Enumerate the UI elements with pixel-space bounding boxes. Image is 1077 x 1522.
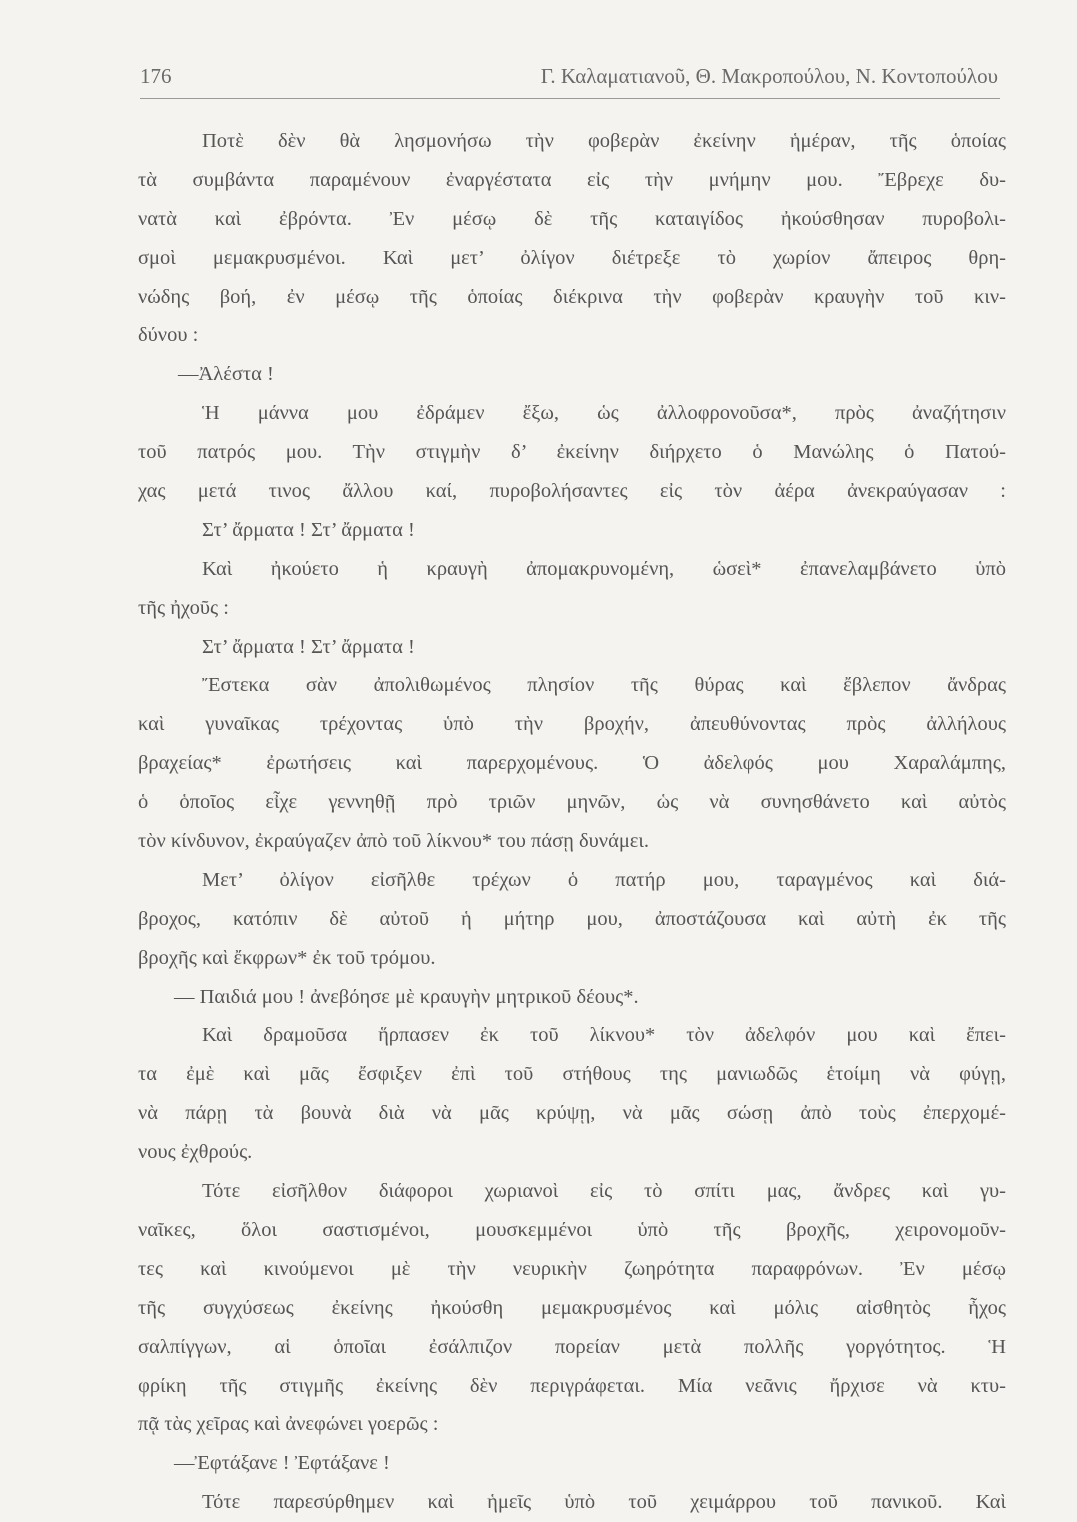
text-line: πᾷ τὰς χεῖρας καὶ ἀνεφώνει γοερῶς : (138, 1413, 439, 1436)
text-line: ναῖκες, ὅλοι σαστισμένοι, μουσκεμμένοι ὑπὸ τῆς βροχῆς, χειρονομοῦν- (138, 1218, 1006, 1241)
text-line: δύνου : (138, 324, 199, 347)
text-line: ὁ ὁποῖος εἶχε γεννηθῇ πρὸ τριῶν μηνῶν, ὡς νὰ συνησθάνετο καὶ αὐτὸς (138, 791, 1006, 814)
text-line: Καὶ δραμοῦσα ἥρπασεν ἐκ τοῦ λίκνου* τὸν ἀδελφόν μου καὶ ἔπει- (202, 1024, 1006, 1047)
text-line: σαλπίγγων, αἱ ὁποῖαι ἐσάλπιζον πορείαν μετὰ πολλῆς γοργότητος. Ἡ (138, 1335, 1006, 1358)
text-line: τῆς συγχύσεως ἐκείνης ἠκούσθη μεμακρυσμένος καὶ μόλις αἰσθητὸς ἦχος (138, 1296, 1006, 1319)
text-line: τα ἐμὲ καὶ μᾶς ἔσφιξεν ἐπὶ τοῦ στήθους της μανιωδῶς ἑτοίμη νὰ φύγῃ, (138, 1063, 1006, 1086)
text-line: νατὰ καὶ ἐβρόντα. Ἐν μέσῳ δὲ τῆς καταιγίδος ἠκούσθησαν πυροβολι- (138, 207, 1006, 230)
dialogue-line: Στ’ ἄρματα ! Στ’ ἄρματα ! (202, 635, 415, 658)
text-line: τοῦ πατρός μου. Τὴν στιγμὴν δ’ ἐκείνην διήρχετο ὁ Μανώλης ὁ Πατού- (138, 441, 1006, 464)
text-line: τὰ συμβάντα παραμένουν ἐναργέστατα εἰς τὴν μνήμην μου. Ἔβρεχε δυ- (138, 168, 1006, 191)
running-head: Γ. Καλαματιανοῦ, Θ. Μακροπούλου, Ν. Κοντοπούλου (540, 64, 998, 88)
dialogue-line: —Ἐφτάξανε ! Ἐφτάξανε ! (174, 1452, 390, 1475)
text-line: βραχείας* ἐρωτήσεις καὶ παρερχομένους. Ὁ ἀδελφός μου Χαραλάμπης, (138, 752, 1006, 775)
text-line: φρίκη τῆς στιγμῆς ἐκείνης δὲν περιγράφεται. Μία νεᾶνις ἤρχισε νὰ κτυ- (138, 1374, 1006, 1397)
text-line: νώδης βοή, ἐν μέσῳ τῆς ὁποίας διέκρινα τὴν φοβερὰν κραυγὴν τοῦ κιν- (138, 285, 1006, 308)
text-line: Ποτὲ δὲν θὰ λησμονήσω τὴν φοβερὰν ἐκείνην ἡμέραν, τῆς ὁποίας (202, 130, 1006, 152)
body-text (138, 122, 1006, 1522)
text-line: Ἔστεκα σὰν ἀπολιθωμένος πλησίον τῆς θύρας καὶ ἔβλεπον ἄνδρας (202, 674, 1006, 697)
text-line: καὶ γυναῖκας τρέχοντας ὑπὸ τὴν βροχήν, ἀπευθύνοντας πρὸς ἀλλήλους (138, 713, 1006, 736)
text-line: χας μετά τινος ἄλλου καί, πυροβολήσαντες εἰς τὸν ἀέρα ἀνεκραύγασαν : (138, 480, 1006, 503)
text-line: νὰ πάρῃ τὰ βουνὰ διὰ νὰ μᾶς κρύψῃ, νὰ μᾶς σώσῃ ἀπὸ τοὺς ἐπερχομέ- (138, 1102, 1006, 1125)
text-line: σμοὶ μεμακρυσμένοι. Καὶ μετ’ ὀλίγον διέτρεξε τὸ χωρίον ἄπειρος θρη- (138, 246, 1006, 269)
dialogue-line: Στ’ ἄρματα ! Στ’ ἄρματα ! (202, 518, 415, 541)
text-line: Μετ’ ὀλίγον εἰσῆλθε τρέχων ὁ πατήρ μου, ταραγμένος καὶ διά- (202, 868, 1006, 891)
text-line: τὸν κίνδυνον, ἐκραύγαζεν ἀπὸ τοῦ λίκνου* του πάσῃ δυνάμει. (138, 830, 650, 853)
text-line: βροχῆς καὶ ἔκφρων* ἐκ τοῦ τρόμου. (138, 946, 436, 969)
text-line: Καὶ ἠκούετο ἡ κραυγὴ ἀπομακρυνομένη, ὡσεὶ* ἐπανελαμβάνετο ὑπὸ (202, 557, 1006, 580)
text-line: Τότε εἰσῆλθον διάφοροι χωριανοὶ εἰς τὸ σπίτι μας, ἄνδρες καὶ γυ- (202, 1180, 1006, 1203)
text-line: Τότε παρεσύρθημεν καὶ ἡμεῖς ὑπὸ τοῦ χειμάρρου τοῦ πανικοῦ. Καὶ (202, 1491, 1006, 1514)
dialogue-line: — Παιδιά μου ! ἀνεβόησε μὲ κραυγὴν μητρικοῦ δέους*. (174, 985, 639, 1008)
text-line: Ἡ μάννα μου ἐδράμεν ἔξω, ὡς ἀλλοφρονοῦσα*, πρὸς ἀναζήτησιν (202, 402, 1006, 425)
text-line: τῆς ἠχοῦς : (138, 596, 229, 619)
text-line: βροχος, κατόπιν δὲ αὐτοῦ ἡ μήτηρ μου, ἀποστάζουσα καὶ αὐτὴ ἐκ τῆς (138, 907, 1006, 930)
page-header (140, 58, 1000, 99)
text-line: τες καὶ κινούμενοι μὲ τὴν νευρικὴν ζωηρότητα παραφρόνων. Ἐν μέσῳ (138, 1257, 1006, 1280)
text-line: νους ἐχθρούς. (138, 1141, 253, 1164)
page-number: 176 (140, 64, 172, 88)
dialogue-line: —Ἀλέστα ! (178, 363, 274, 386)
